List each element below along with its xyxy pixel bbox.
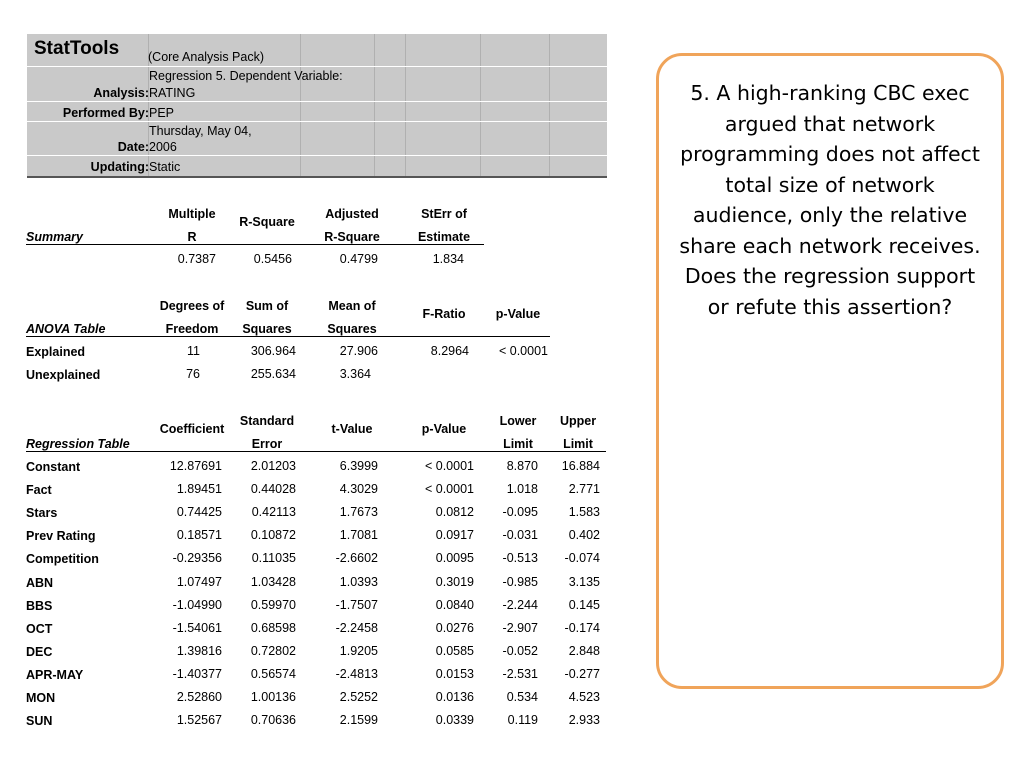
summary-title: Summary (26, 230, 83, 244)
regression-cell: 0.0840 (435, 598, 474, 612)
regression-cell: 1.52567 (176, 713, 222, 727)
regression-row-label: OCT (26, 622, 53, 636)
regression-cell: -0.095 (502, 505, 538, 519)
anova-cell: 27.906 (339, 344, 378, 358)
regression-cell: 2.01203 (250, 459, 296, 473)
date-label: Date: (117, 140, 149, 154)
regression-row-label: BBS (26, 599, 53, 613)
anova-row-label: Unexplained (26, 368, 101, 382)
regression-cell: 2.1599 (339, 713, 378, 727)
anova-header-bottom: F-Ratio (422, 307, 466, 321)
regression-cell: 0.534 (506, 690, 538, 704)
question-text: 5. A high-ranking CBC exec argued that network programming does not affect total size of network audience, only the relative share each network receives. Does the regression support or refute this assertion? (679, 81, 981, 319)
regression-row-label: Constant (26, 460, 81, 474)
regression-cell: -0.277 (564, 667, 600, 681)
regression-cell: -0.174 (564, 621, 600, 635)
regression-cell: 0.0276 (435, 621, 474, 635)
regression-cell: 0.0136 (435, 690, 474, 704)
regression-cell: 2.848 (568, 644, 600, 658)
summary-value: 0.4799 (339, 252, 378, 266)
regression-cell: -2.907 (502, 621, 538, 635)
anova-cell: 255.634 (250, 367, 296, 381)
regression-cell: 1.583 (568, 505, 600, 519)
anova-cell: 8.2964 (430, 344, 469, 358)
regression-cell: 1.00136 (250, 690, 296, 704)
anova-cell: 76 (186, 367, 200, 381)
regression-cell: 0.72802 (250, 644, 296, 658)
regression-cell: 0.11035 (251, 551, 296, 565)
regression-cell: 0.3019 (435, 575, 474, 589)
regression-cell: -1.40377 (172, 667, 222, 681)
analysis-value-line2: RATING (149, 86, 196, 100)
anova-header-bottom: Freedom (165, 322, 219, 336)
performed-by-value: PEP (149, 106, 175, 120)
anova-header-top: Degrees of (159, 299, 225, 313)
date-value-line2: 2006 (149, 140, 177, 154)
regression-row-label: DEC (26, 645, 53, 659)
regression-cell: 0.145 (568, 598, 600, 612)
regression-cell: -0.29356 (172, 551, 222, 565)
regression-cell: -1.54061 (172, 621, 222, 635)
regression-cell: 2.52860 (176, 690, 222, 704)
regression-cell: 0.10872 (250, 528, 296, 542)
regression-cell: -2.531 (502, 667, 538, 681)
summary-value: 0.5456 (253, 252, 292, 266)
updating-label: Updating: (90, 160, 149, 174)
regression-cell: 0.68598 (250, 621, 296, 635)
regression-cell: < 0.0001 (424, 482, 474, 496)
summary-header-bottom: Estimate (417, 230, 471, 244)
regression-cell: 3.135 (568, 575, 600, 589)
regression-row-label: Competition (26, 552, 99, 566)
regression-cell: 1.03428 (250, 575, 296, 589)
regression-cell: -1.7507 (335, 598, 378, 612)
regression-cell: -0.074 (564, 551, 600, 565)
analysis-label: Analysis: (93, 86, 149, 100)
regression-row-label: SUN (26, 714, 53, 728)
regression-header-bottom: p-Value (421, 422, 467, 436)
regression-cell: 2.933 (568, 713, 600, 727)
summary-header-top: Multiple (168, 207, 216, 221)
summary-header-top: StErr of (421, 207, 467, 221)
regression-cell: 1.39816 (176, 644, 222, 658)
regression-header-bottom: Coefficient (159, 422, 225, 436)
regression-cell: 0.0153 (435, 667, 474, 681)
regression-row-label: MON (26, 691, 56, 705)
regression-cell: 0.56574 (250, 667, 296, 681)
brand-title: StatTools (34, 38, 120, 59)
summary-header-bottom: R (187, 230, 197, 244)
regression-cell: < 0.0001 (424, 459, 474, 473)
analysis-value-line1: Regression 5. Dependent Variable: (149, 69, 343, 83)
regression-cell: 4.3029 (339, 482, 378, 496)
regression-cell: 8.870 (506, 459, 538, 473)
regression-header-bottom: Error (251, 437, 283, 451)
anova-title: ANOVA Table (26, 322, 106, 336)
summary-header-top: Adjusted (325, 207, 379, 221)
summary-header-bottom: R-Square (324, 230, 380, 244)
regression-cell: -2.244 (502, 598, 538, 612)
regression-row-label: Fact (26, 483, 52, 497)
regression-cell: 1.89451 (176, 482, 222, 496)
regression-cell: -0.985 (502, 575, 538, 589)
anova-cell: < 0.0001 (498, 344, 548, 358)
regression-cell: 2.771 (568, 482, 600, 496)
regression-cell: 1.07497 (176, 575, 222, 589)
regression-cell: -0.052 (502, 644, 538, 658)
performed-by-label: Performed By: (62, 106, 149, 120)
regression-cell: 1.7673 (339, 505, 378, 519)
regression-title: Regression Table (26, 437, 130, 451)
regression-cell: -2.4813 (335, 667, 378, 681)
anova-cell: 3.364 (339, 367, 371, 381)
regression-cell: 1.018 (506, 482, 538, 496)
summary-value: 1.834 (432, 252, 464, 266)
regression-header-bottom: t-Value (331, 422, 373, 436)
regression-cell: -1.04990 (172, 598, 222, 612)
anova-header-top: Mean of (328, 299, 376, 313)
regression-cell: 1.7081 (339, 528, 378, 542)
updating-value: Static (149, 160, 181, 174)
regression-cell: 4.523 (568, 690, 600, 704)
anova-header-bottom: p-Value (495, 307, 541, 321)
anova-header-top: Sum of (245, 299, 289, 313)
regression-row-label: ABN (26, 576, 54, 590)
regression-row-label: APR-MAY (26, 668, 84, 682)
regression-header-bottom: Limit (503, 437, 533, 451)
regression-cell: 0.0585 (435, 644, 474, 658)
regression-cell: 0.44028 (250, 482, 296, 496)
regression-cell: 0.74425 (176, 505, 222, 519)
brand-subtitle: (Core Analysis Pack) (148, 50, 265, 64)
question-box (656, 53, 1004, 689)
regression-cell: 0.59970 (250, 598, 296, 612)
regression-header-bottom: Limit (563, 437, 593, 451)
anova-cell: 306.964 (250, 344, 296, 358)
anova-header-bottom: Squares (327, 322, 377, 336)
regression-cell: 1.9205 (339, 644, 378, 658)
anova-cell: 11 (187, 344, 200, 358)
regression-row-label: Stars (26, 506, 58, 520)
regression-cell: -0.513 (502, 551, 538, 565)
regression-cell: 0.18571 (176, 528, 222, 542)
regression-cell: 0.70636 (250, 713, 296, 727)
regression-cell: -0.031 (502, 528, 538, 542)
anova-row-label: Explained (26, 345, 86, 359)
regression-header-top: Lower (499, 414, 537, 428)
regression-cell: 0.402 (568, 528, 600, 542)
regression-cell: -2.6602 (335, 551, 378, 565)
stattools-header (27, 34, 607, 178)
regression-cell: 1.0393 (339, 575, 378, 589)
regression-header-top: Standard (239, 414, 295, 428)
regression-row-label: Prev Rating (26, 529, 96, 543)
regression-cell: 2.5252 (339, 690, 378, 704)
regression-cell: 0.0917 (435, 528, 474, 542)
regression-cell: 0.0339 (435, 713, 474, 727)
regression-cell: 6.3999 (339, 459, 378, 473)
regression-cell: 0.42113 (251, 505, 296, 519)
regression-cell: 0.0095 (435, 551, 474, 565)
summary-value: 0.7387 (177, 252, 216, 266)
regression-cell: 16.884 (561, 459, 600, 473)
regression-header-top: Upper (559, 414, 597, 428)
regression-cell: 0.119 (507, 713, 538, 727)
summary-header-bottom: R-Square (239, 215, 295, 229)
date-value-line1: Thursday, May 04, (149, 124, 252, 138)
regression-cell: 0.0812 (435, 505, 474, 519)
regression-cell: 12.87691 (169, 459, 222, 473)
regression-cell: -2.2458 (335, 621, 378, 635)
anova-header-bottom: Squares (242, 322, 292, 336)
